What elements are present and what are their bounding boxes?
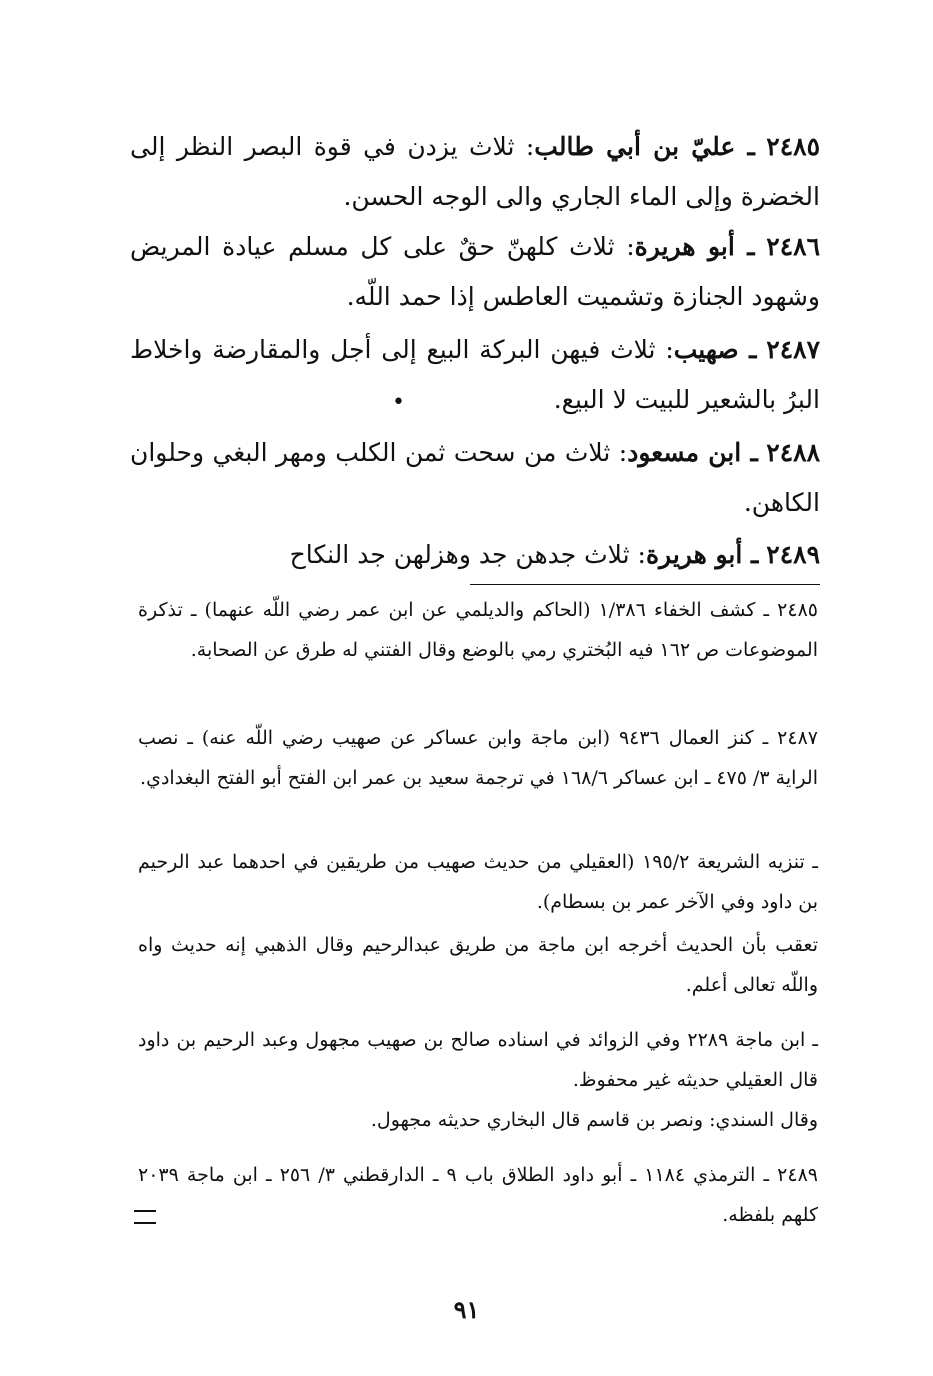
page-number: ٩١ [453,1295,480,1324]
footnote-tanzih: ـ تنزيه الشريعة ١٩٥/٢ (العقيلي من حديث صهيب من طريقين في احدهما عبد الرحيم بن داود وفي الآخر عمر بن بسطام). [138,851,818,913]
footnote-sindi: وقال السندي: ونصر بن قاسم قال البخاري حديثه مجهول. [370,1109,818,1131]
footnote-taaqqub: تعقب بأن الحديث أخرجه ابن ماجة من طريق عبدالرحيم وقال الذهبي إنه حديث واه واللّه تعالى أعلم. [138,934,818,996]
hadith-text: ثلاث فيهن البركة البيع إلى أجل والمقارضة واخلاط البرُ بالشعير للبيت لا البيع. [130,335,820,414]
hadith-entry-2487: ٢٤٨٧ ـ صهيب: ثلاث فيهن البركة البيع إلى أجل والمقارضة واخلاط البرُ بالشعير للبيت لا البيع. [130,335,821,414]
hadith-text: ثلاث جدهن جد وهزلهن جد النكاح [289,540,630,569]
footnote-2487: ٢٤٨٧ ـ كنز العمال ٩٤٣٦ (ابن ماجة وابن عساكر عن صهيب رضي اللّه عنه) ـ نصب الراية ٣/ ٤٧٥ ـ ابن عساكر ١٦٨/٦ في ترجمة سعيد بن عمر ابن الفتح أبو الفتح البغدادي. [138,727,818,789]
footnote-ibn-majah: ـ ابن ماجة ٢٢٨٩ وفي الزوائد في اسناده صالح بن صهيب مجهول وعبد الرحيم بن داود قال العقيلي حديثه غير محفوظ. [138,1029,818,1091]
footnote-separator [470,584,820,585]
entry-number: ٢٤٨٦ [766,232,820,261]
footnote-2489: ٢٤٨٩ ـ الترمذي ١١٨٤ ـ أبو داود الطلاق باب ٩ ـ الدارقطني ٣/ ٢٥٦ ـ ابن ماجة ٢٠٣٩ كلهم بلفظه. [138,1164,818,1226]
narrator-name: عليّ بن أبي طالب [534,132,736,161]
hadith-text: ثلاث من سحت ثمن الكلب ومهر البغي وحلوان الكاهن. [130,438,820,517]
hadith-entry-2486: ٢٤٨٦ ـ أبو هريرة: ثلاث كلهنّ حقٌ على كل مسلم عيادة المريض وشهود الجنازة وتشميت العاطس إذا حمد اللّه. [130,232,820,311]
hadith-entry-2485: ٢٤٨٥ ـ عليّ بن أبي طالب: ثلاث يزدن في قوة البصر النظر إلى الخضرة وإلى الماء الجاري والى الوجه الحسن. [130,132,820,211]
continuation-mark [134,1210,156,1224]
narrator-name: أبو هريرة [634,232,735,261]
narrator-name: ابن مسعود [627,438,742,467]
entry-number: ٢٤٨٩ [766,540,820,569]
footnote-2485: ٢٤٨٥ ـ كشف الخفاء ١/٣٨٦ (الحاكم والديلمي عن ابن عمر رضي اللّه عنهما) ـ تذكرة الموضوعات ص ١٦٢ فيه البُختري رمي بالوضع وقال الفتني له طرق عن الصحابة. [138,599,818,661]
entry-number: ٢٤٨٨ [766,438,821,467]
entry-number: ٢٤٨٥ [766,132,820,161]
entry-number: ٢٤٨٧ [766,335,821,364]
stray-dot-mark: • [392,390,405,415]
hadith-text: ثلاث يزدن في قوة البصر النظر إلى الخضرة وإلى الماء الجاري والى الوجه الحسن. [130,132,820,211]
narrator-name: صهيب [673,335,739,364]
hadith-entry-2488: ٢٤٨٨ ـ ابن مسعود: ثلاث من سحت ثمن الكلب ومهر البغي وحلوان الكاهن. [130,438,821,517]
hadith-entry-2489: ٢٤٨٩ ـ أبو هريرة: ثلاث جدهن جد وهزلهن جد النكاح [289,540,820,569]
hadith-text: ثلاث كلهنّ حقٌ على كل مسلم عيادة المريض وشهود الجنازة وتشميت العاطس إذا حمد اللّه. [130,232,820,311]
narrator-name: أبو هريرة [645,540,743,569]
